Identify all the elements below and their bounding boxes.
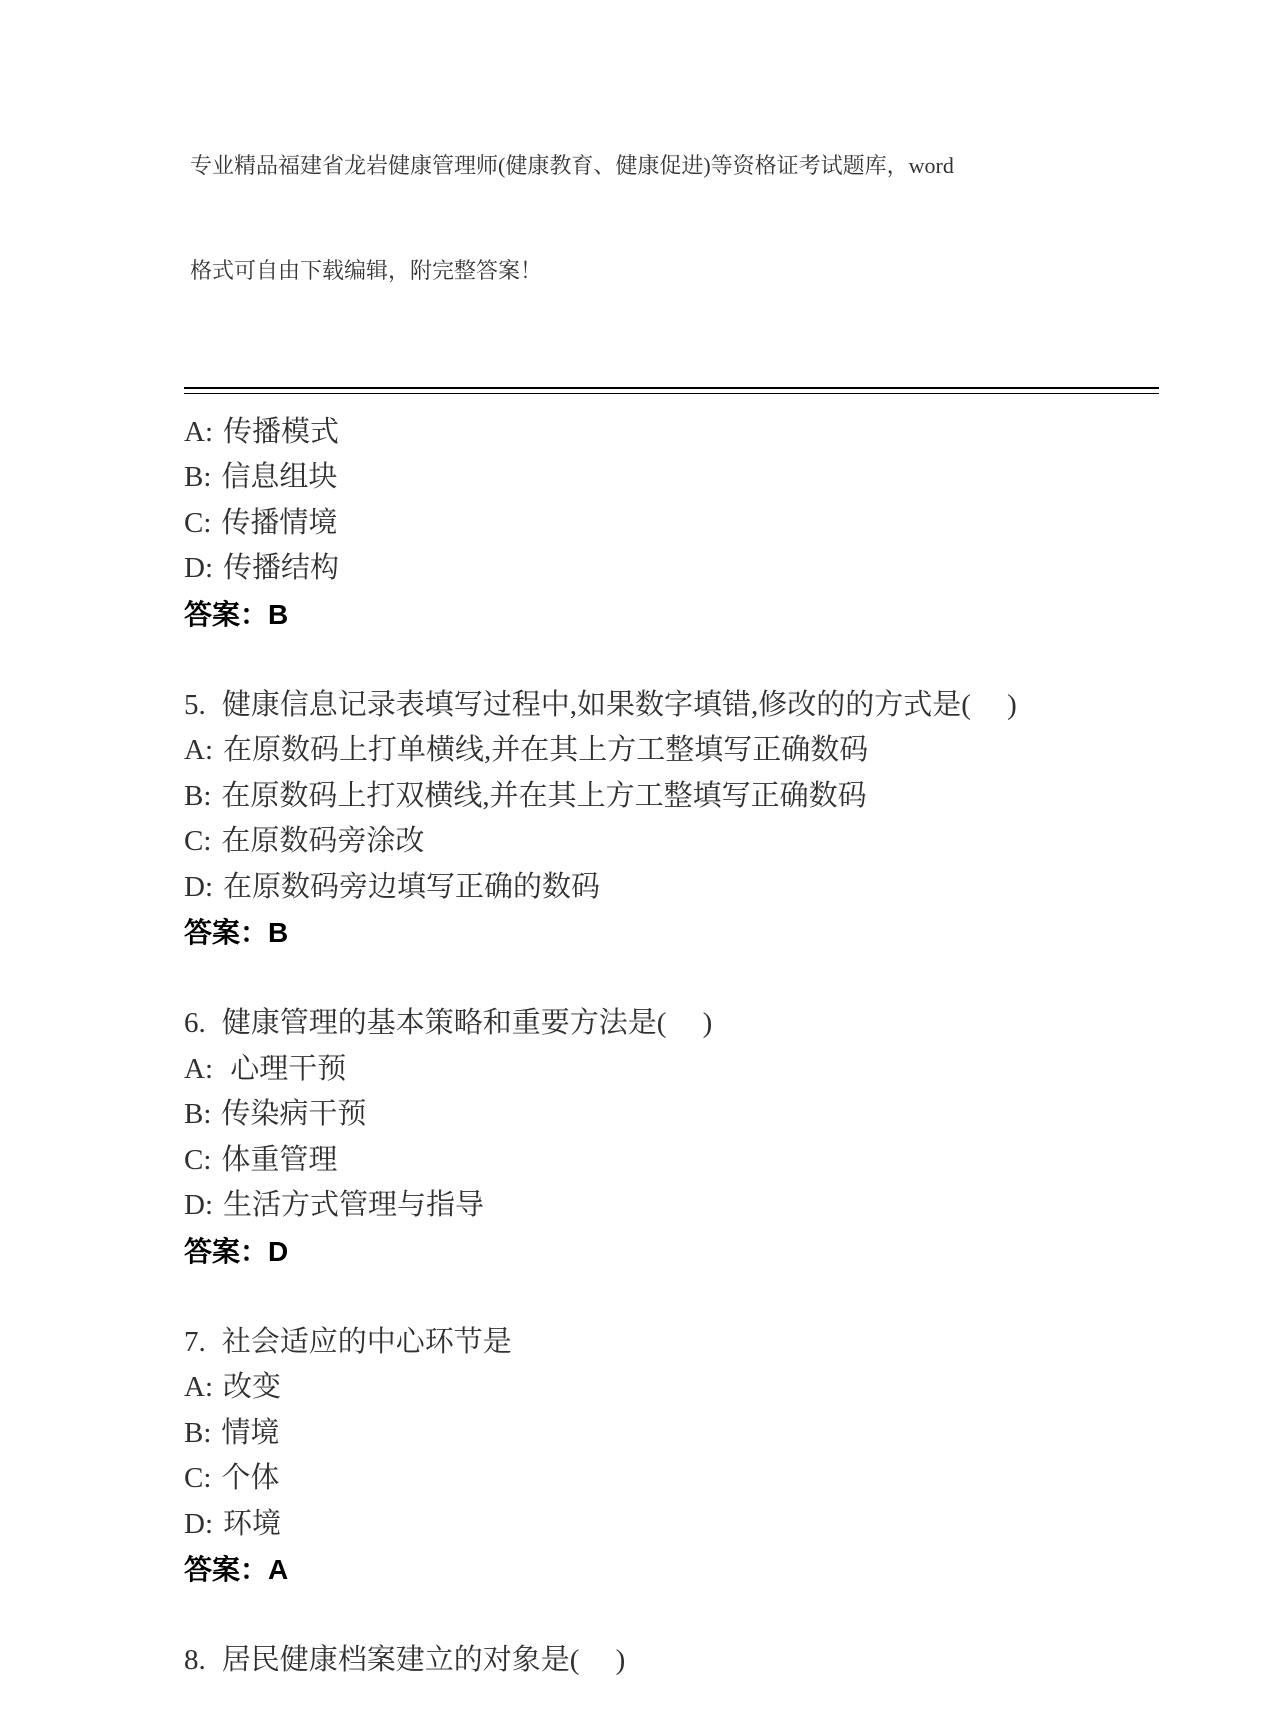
answer-value: D	[268, 1235, 289, 1267]
option-label: A:	[184, 1371, 213, 1403]
question-stem	[184, 1638, 1184, 1684]
question-number: 5.	[184, 688, 206, 721]
option-text: 环境	[223, 1507, 282, 1540]
option-label: C:	[184, 1143, 212, 1176]
question-number: 6.	[184, 1007, 206, 1039]
document-page	[0, 78, 1275, 1728]
option-line	[184, 1456, 1184, 1502]
block-spacer	[184, 637, 1184, 683]
option-text: 改变	[223, 1371, 282, 1403]
option-text: 在原数码上打单横线,并在其上方工整填写正确数码	[223, 734, 869, 766]
answer-value: B	[268, 917, 289, 948]
option-line	[184, 1092, 1184, 1138]
answer-value: A	[268, 1554, 289, 1585]
option-label: D:	[184, 1189, 213, 1221]
questions-area	[184, 410, 1184, 1684]
option-text: 在原数码旁涂改	[221, 825, 425, 857]
question-number: 8.	[184, 1644, 206, 1676]
option-label: C:	[184, 506, 212, 539]
header-line-2: 格式可自由下载编辑，附完整答案！	[190, 258, 543, 283]
option-label: B:	[184, 779, 212, 812]
option-label: D:	[184, 552, 213, 584]
option-label: B:	[184, 1416, 212, 1449]
question-text: 社会适应的中心环节是	[221, 1325, 512, 1358]
answer-label: 答案：	[184, 1235, 269, 1267]
question-block	[184, 1638, 1184, 1684]
option-label: A:	[184, 734, 213, 766]
question-block	[184, 683, 1184, 956]
answer-line	[184, 1547, 1184, 1593]
option-text: 传染病干预	[221, 1098, 367, 1130]
question-text: 居民健康档案建立的对象是( )	[221, 1644, 626, 1676]
block-spacer	[184, 1593, 1184, 1639]
option-line	[184, 410, 1184, 456]
option-text: 生活方式管理与指导	[223, 1189, 485, 1221]
option-text: 心理干预	[223, 1052, 347, 1085]
option-text: 传播模式	[223, 415, 340, 448]
question-stem	[184, 1320, 1184, 1366]
header-line-1: 专业精品福建省龙岩健康管理师(健康教育、健康促进)等资格证考试题库，word	[190, 153, 954, 178]
answer-line	[184, 592, 1184, 638]
option-line	[184, 728, 1184, 774]
option-line	[184, 865, 1184, 911]
option-line	[184, 1183, 1184, 1229]
option-text: 体重管理	[221, 1143, 338, 1176]
document-header	[190, 78, 1070, 358]
option-label: B:	[184, 1098, 212, 1130]
option-label: C:	[184, 825, 212, 857]
question-stem	[184, 683, 1184, 729]
answer-label: 答案：	[184, 917, 269, 948]
option-label: D:	[184, 1507, 213, 1540]
option-line	[184, 774, 1184, 820]
answer-line	[184, 910, 1184, 956]
option-line	[184, 1047, 1184, 1093]
answer-value: B	[268, 598, 289, 630]
option-line	[184, 819, 1184, 865]
option-text: 传播情境	[221, 506, 338, 539]
block-spacer	[184, 956, 1184, 1002]
question-text: 健康管理的基本策略和重要方法是( )	[221, 1007, 713, 1039]
option-line	[184, 455, 1184, 501]
option-label: D:	[184, 870, 213, 903]
question-block	[184, 410, 1184, 638]
answer-label: 答案：	[184, 598, 269, 630]
option-label: C:	[184, 1462, 212, 1494]
option-label: A:	[184, 1052, 213, 1085]
question-text: 健康信息记录表填写过程中,如果数字填错,修改的的方式是( )	[221, 688, 1017, 721]
option-text: 个体	[221, 1462, 280, 1494]
option-line	[184, 546, 1184, 592]
question-number: 7.	[184, 1325, 206, 1358]
question-stem	[184, 1001, 1184, 1047]
option-line	[184, 501, 1184, 547]
question-block	[184, 1001, 1184, 1274]
option-line	[184, 1411, 1184, 1457]
option-text: 在原数码旁边填写正确的数码	[223, 870, 601, 903]
option-text: 传播结构	[223, 552, 340, 584]
block-spacer	[184, 1274, 1184, 1320]
answer-label: 答案：	[184, 1554, 269, 1585]
option-text: 情境	[221, 1416, 280, 1449]
option-line	[184, 1138, 1184, 1184]
option-line	[184, 1365, 1184, 1411]
option-text: 在原数码上打双横线,并在其上方工整填写正确数码	[221, 779, 867, 812]
header-separator-rule	[184, 387, 1159, 394]
option-label: A:	[184, 415, 213, 448]
answer-line	[184, 1229, 1184, 1275]
option-line	[184, 1502, 1184, 1548]
option-label: B:	[184, 461, 212, 493]
option-text: 信息组块	[221, 461, 338, 493]
question-block	[184, 1320, 1184, 1593]
